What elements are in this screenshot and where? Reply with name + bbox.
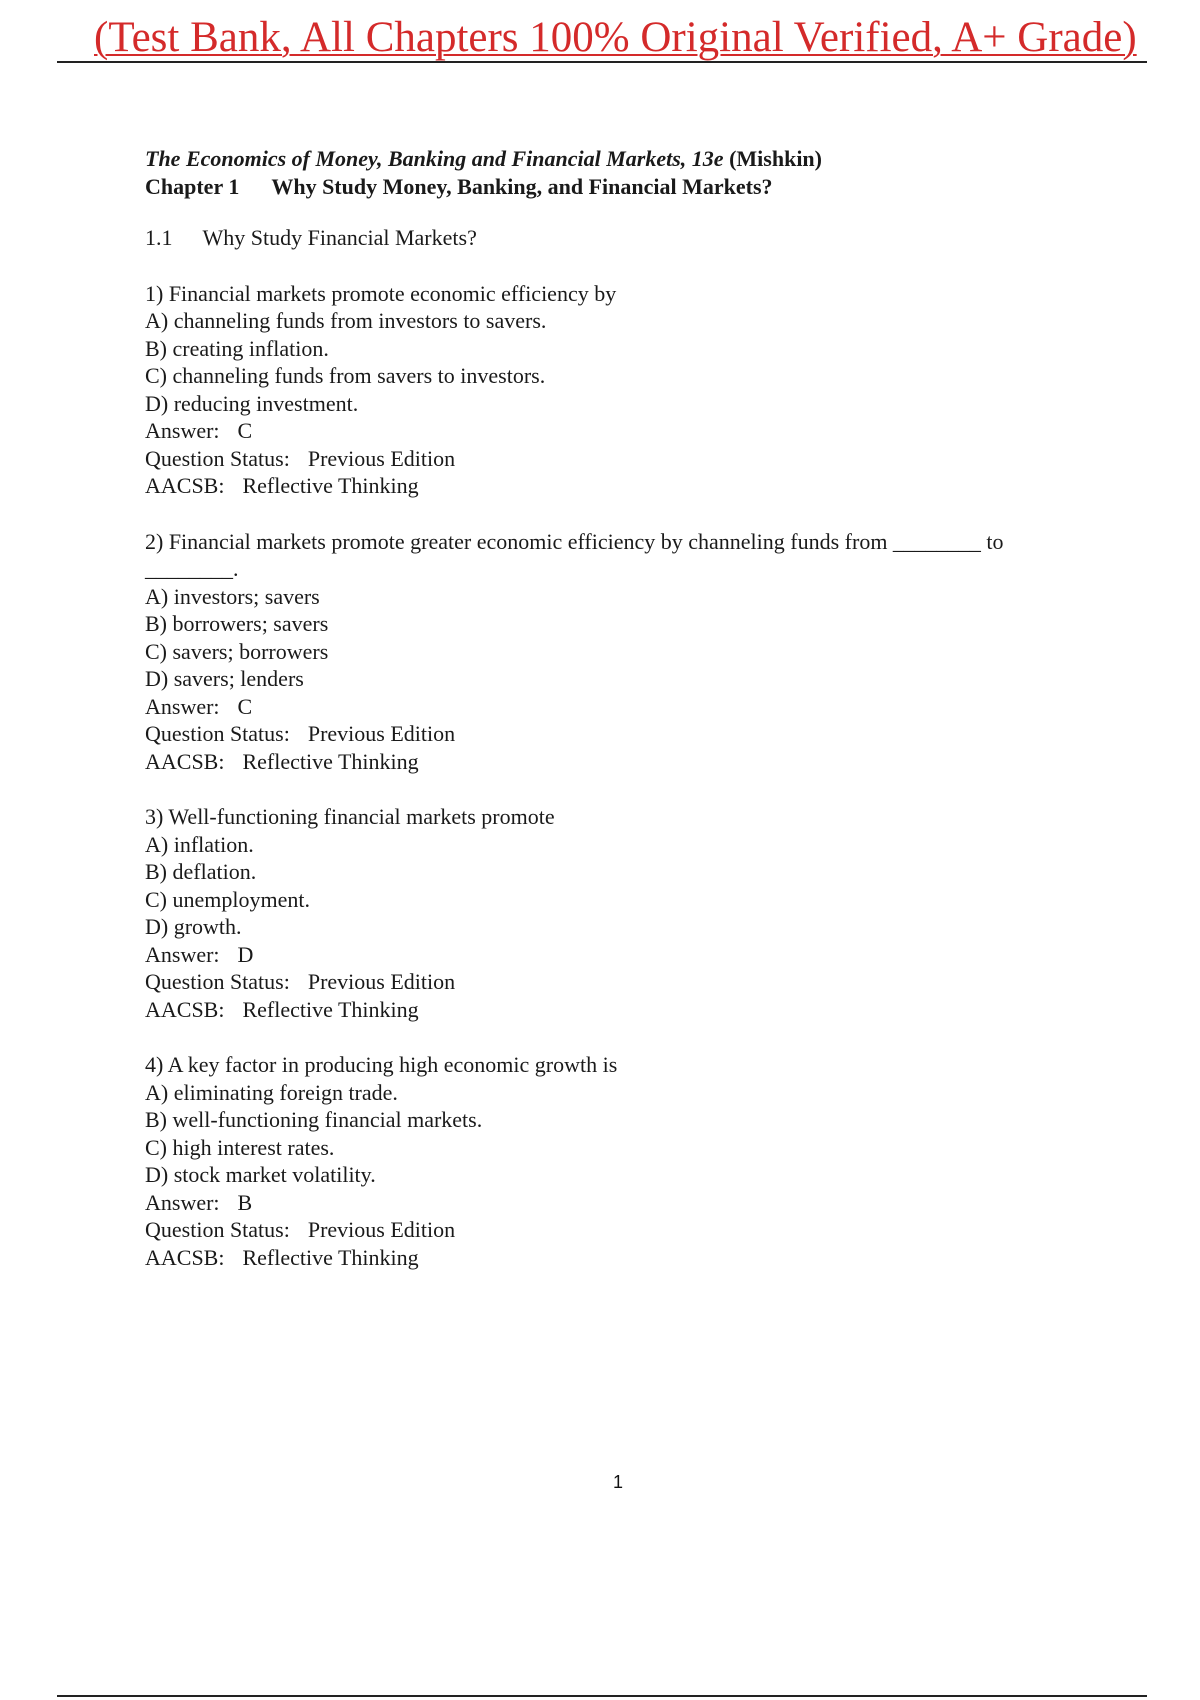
status-value: Previous Edition [307,445,456,471]
choice-a: A) eliminating foreign trade. [145,1079,398,1105]
footer-rule [57,1695,1147,1697]
book-title-line [145,145,1105,173]
aacsb-value: Reflective Thinking [242,1244,419,1270]
aacsb-label: AACSB: [145,996,225,1022]
status-label: Question Status: [145,1217,290,1242]
status-value: Previous Edition [307,969,456,994]
question-stem: 2) Financial markets promote greater economic efficiency by channeling funds from ________ to ________. [145,528,1004,581]
answer-line [145,417,1105,445]
choice-c: C) unemployment. [145,886,310,912]
choice-b: B) deflation. [145,859,257,884]
question-stem: 3) Well-functioning financial markets promote [145,804,555,829]
page-number: 1 [612,1472,623,1492]
answer-label: Answer: [145,693,220,719]
choice-c: C) channeling funds from savers to investors. [145,363,546,388]
choice-b: B) creating inflation. [145,335,329,361]
choice-d: D) stock market volatility. [145,1162,376,1187]
status-value: Previous Edition [307,1217,456,1242]
status-value: Previous Edition [307,721,456,746]
aacsb-value: Reflective Thinking [242,748,419,774]
section-heading [145,224,1105,252]
status-line [145,968,1105,996]
answer-line [145,1189,1105,1217]
question-1 [145,280,1105,500]
question-stem: 4) A key factor in producing high economic growth is [145,1052,618,1077]
choice-d: D) growth. [145,914,242,939]
choice-c: C) high interest rates. [145,1134,335,1160]
choice-b: B) borrowers; savers [145,611,329,636]
choice-c: C) savers; borrowers [145,638,329,664]
answer-value: C [237,418,253,443]
answer-label: Answer: [145,941,220,967]
answer-value: D [237,941,254,967]
status-line [145,445,1105,473]
chapter-label: Chapter 1 [145,173,240,199]
banner [0,8,1200,66]
aacsb-line [145,748,1105,776]
aacsb-value: Reflective Thinking [242,996,419,1022]
choice-a: A) investors; savers [145,583,320,609]
answer-line [145,693,1105,721]
choice-a: A) inflation. [145,831,254,857]
document-page [145,145,1105,1271]
aacsb-value: Reflective Thinking [242,473,419,498]
banner-text: (Test Bank, All Chapters 100% Original Verified, A+ Grade) [94,14,1137,61]
status-label: Question Status: [145,969,290,994]
book-author: (Mishkin) [729,146,822,171]
aacsb-label: AACSB: [145,748,225,774]
status-line [145,720,1105,748]
book-title: The Economics of Money, Banking and Financial Markets, 13e [145,146,724,171]
chapter-heading [145,173,1105,201]
answer-label: Answer: [145,418,220,443]
status-label: Question Status: [145,445,290,471]
choice-d: D) reducing investment. [145,390,359,416]
status-label: Question Status: [145,721,290,746]
answer-line [145,941,1105,969]
aacsb-label: AACSB: [145,473,225,498]
question-4 [145,1051,1105,1271]
chapter-title: Why Study Money, Banking, and Financial Markets? [271,173,773,199]
section-number: 1.1 [145,225,173,250]
aacsb-label: AACSB: [145,1244,225,1270]
status-line [145,1216,1105,1244]
aacsb-line [145,472,1105,500]
question-3 [145,803,1105,1023]
choice-d: D) savers; lenders [145,666,304,691]
question-2 [145,528,1105,776]
answer-value: C [237,693,253,719]
choice-a: A) channeling funds from investors to savers. [145,308,547,333]
aacsb-line [145,1244,1105,1272]
answer-label: Answer: [145,1189,220,1215]
answer-value: B [237,1189,253,1215]
section-title: Why Study Financial Markets? [202,225,477,250]
banner-rule [57,61,1147,63]
question-stem: 1) Financial markets promote economic efficiency by [145,280,617,306]
choice-b: B) well-functioning financial markets. [145,1107,483,1132]
aacsb-line [145,996,1105,1024]
